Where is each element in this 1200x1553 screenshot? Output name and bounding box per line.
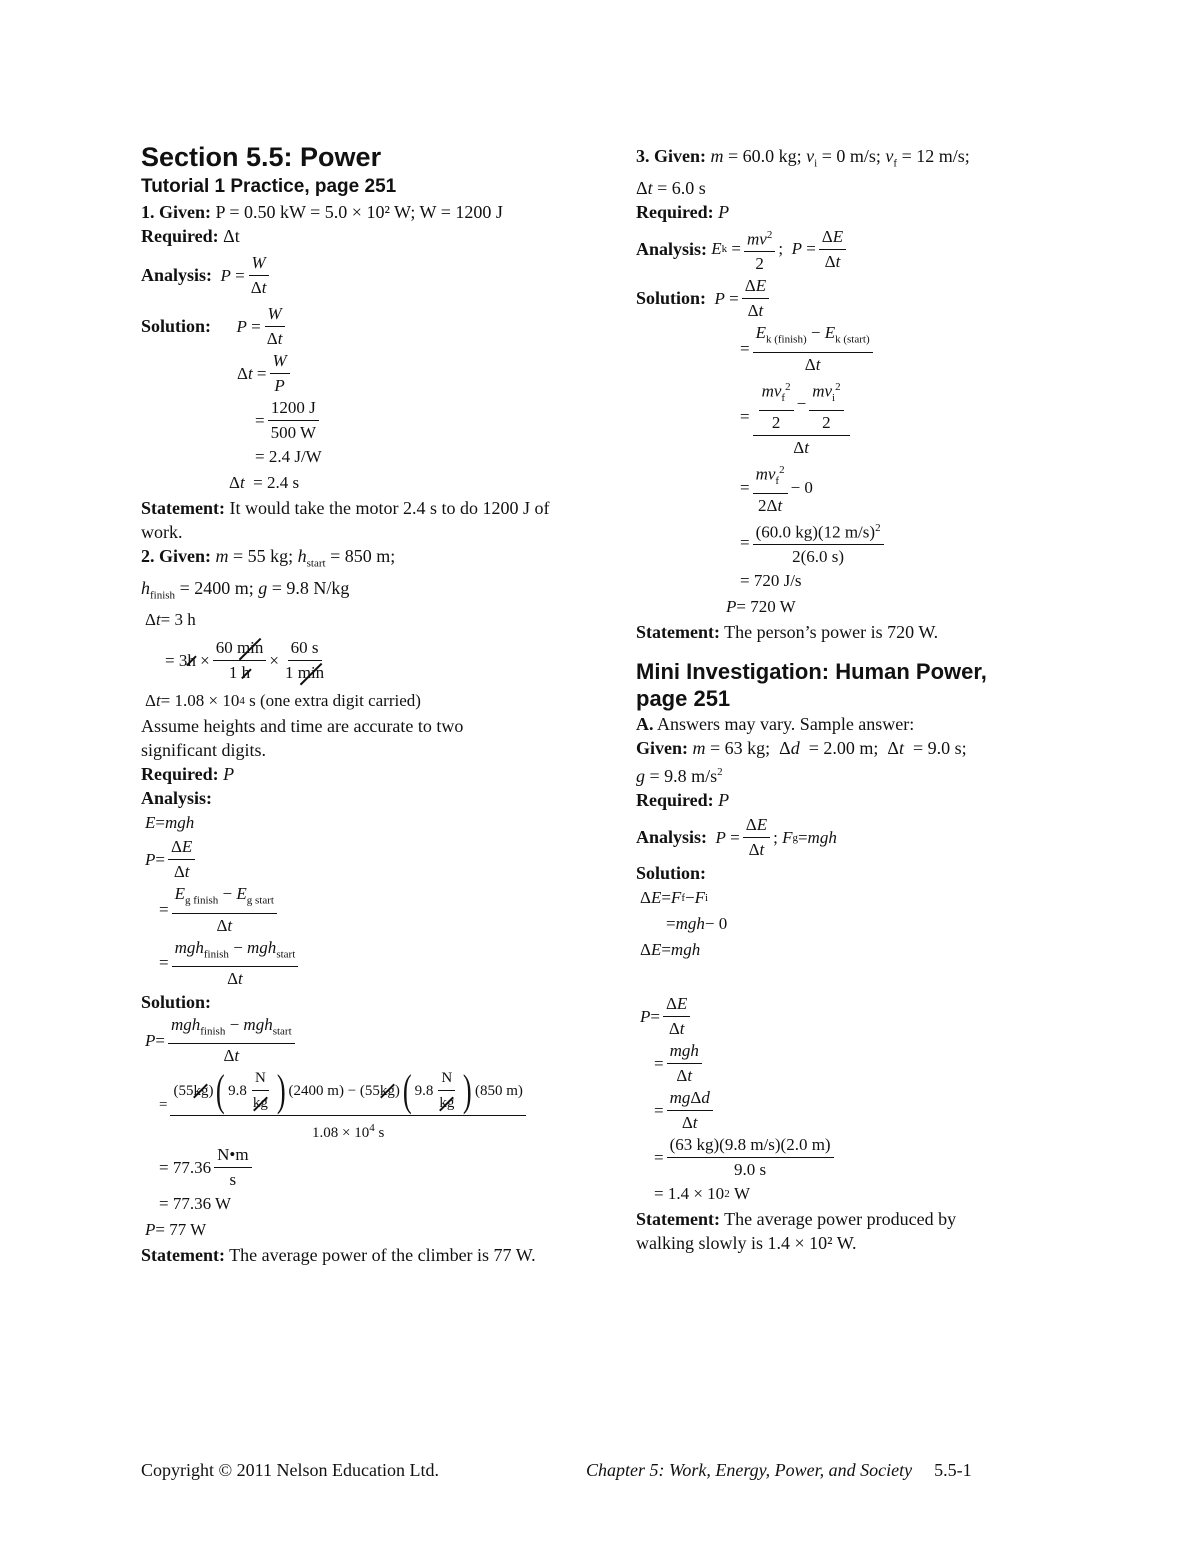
- q2-solution-label: Solution:: [141, 991, 212, 1012]
- q2-solution-row1: P = $\frac{mgh_{finish} - mgh_{start}}{\Delta t}$: [141, 1014, 611, 1067]
- q3-solution-row2: = $\frac{E_{k (finish)} - E_{k (start)}}{\Delta t}$: [636, 322, 1056, 375]
- mini-solution-row6: = $\frac{\text{mgΔd}}{\Delta t}$: [636, 1087, 1056, 1134]
- q1-given: 1. Given: P = 0.50 kW = 5.0 × 10² W; W = 1200 J: [141, 202, 503, 222]
- mini-analysis: Analysis: P = $\frac{\Delta E}{\Delta t}$ ; F g = mgh: [636, 815, 837, 860]
- q3-solution-row3: = $\frac{mv_f^2}{2}$ − $\frac{mv_i^2}{2}$ Δt: [636, 376, 1056, 459]
- q2-assumption: Assume heights and time are accurate to two significant digits.: [141, 716, 464, 761]
- right-column: [636, 144, 1056, 1255]
- q3-analysis: Analysis: E k = $\frac{mv^2}{2}$ ; P = $\frac{\Delta E}{\Delta t}$: [636, 224, 1056, 276]
- mini-solution-row4: P = $\frac{\Delta E}{\Delta t}$: [636, 993, 1056, 1040]
- q2-analysis-row3: = $\frac{E_{g finish} - E_{g start}}{\Delta t}$: [141, 883, 611, 936]
- footer-chapter-title: Chapter 5: Work, Energy, Power, and Society: [586, 1460, 913, 1480]
- mini-statement: Statement: The average power produced by walking slowly is 1.4 × 10² W.: [636, 1209, 957, 1254]
- q2-solution-row5: P = 77 W: [145, 1220, 207, 1240]
- q2-solution-row3: = 77.36 $\frac{N•m}{s}$: [141, 1144, 611, 1191]
- q2-given-line2: $h_{finish} = 2400$ m; g = 9.8 N/kg: [141, 577, 350, 602]
- mini-solution-row3: Δ E = mgh: [640, 940, 701, 960]
- q1-analysis: Analysis: P = $\frac{W}{\Delta t}$: [141, 252, 611, 299]
- mini-given: Given: m = 63 kg; Δd = 2.00 m; Δt = 9.0 s;: [636, 738, 967, 759]
- tutorial-title: Tutorial 1 Practice, page 251: [141, 176, 397, 197]
- q2-dt: Δ t = 3 h: [145, 610, 196, 630]
- q3-given-line2: Δt = 6.0 s: [636, 177, 706, 198]
- section-title: Section 5.5: Power: [141, 142, 382, 172]
- q2-dt-result: Δ t = 1.08 × 10 4 s (one extra digit carried): [145, 691, 421, 711]
- mini-solution-row1: Δ E = F f − F i: [640, 888, 709, 908]
- mini-solution-row2: = mgh − 0: [666, 914, 728, 934]
- q1-solution-row5: Δ t = 2.4 s: [229, 473, 300, 492]
- mini-investigation-title: Mini Investigation: Human Power, page 251: [636, 659, 987, 712]
- q3-solution-row1: Solution: P = $\frac{\Delta E}{\Delta t}$: [636, 275, 1056, 322]
- mini-answer-a: A. Answers may vary. Sample answer:: [636, 714, 915, 735]
- q3-solution-row5: = $\frac{(60.0 kg)(12 m/s)^2}{2(6.0 s)}$: [636, 517, 1056, 569]
- q3-solution-row4: = $\frac{mv_f^2}{2\Delta t}$ − 0: [636, 459, 1056, 517]
- q1-solution-row2: Δ t = $\frac{W}{P}$: [141, 350, 611, 397]
- q2-solution-row2: = (55 kg ) ( 9.8 $\frac{N}{kg}$ ) (2400 m) − (55 kg ) ( 9.8 $\frac{N}{kg}$ ) (850 m) $1.08 \times 10^4$ s: [141, 1067, 611, 1144]
- q2-analysis-row1: E = mgh: [145, 813, 195, 833]
- q2-given: 2. Given: m = 55 kg; $h_{start} = 850$ m;: [141, 546, 396, 570]
- q3-statement: Statement: The person’s power is 720 W.: [636, 622, 939, 643]
- q1-solution-row3: = $\frac{1200 J}{500 W}$: [141, 397, 611, 444]
- mini-solution-row8: = 1.4 × 10 2 W: [654, 1184, 750, 1204]
- q1-solution-row4: = 2.4 J/W: [255, 447, 322, 466]
- q2-conversion: = 3 h × $\frac{60 \min}{1 h}$ × $\frac{60 s}{1 \min}$: [165, 638, 325, 683]
- q2-required: Required: P: [141, 764, 235, 785]
- q2-solution-row4: = 77.36 W: [159, 1194, 232, 1214]
- footer-chapter: [586, 1458, 972, 1482]
- q3-given: 3. Given: m = 60.0 kg; $v_i = 0$ m/s; $v_f = 12$ m/s;: [636, 146, 970, 170]
- footer-copyright: Copyright © 2011 Nelson Education Ltd.: [141, 1460, 439, 1480]
- q1-solution-row1: Solution: P = $\frac{W}{\Delta t}$: [141, 303, 611, 350]
- mini-given-line2: g = 9.8 $m/s^2$: [636, 766, 723, 787]
- mini-solution-row7: = $\frac{(63 kg)(9.8 m/s)(2.0 m)}{9.0 s}$: [636, 1134, 1056, 1181]
- left-column: [141, 140, 611, 1267]
- q3-solution-row6: = 720 J/s: [740, 571, 802, 591]
- q3-required: Required: P: [636, 201, 730, 222]
- mini-required: Required: P: [636, 790, 730, 811]
- q1-statement: Statement: It would take the motor 2.4 s to do 1200 J of work.: [141, 498, 550, 542]
- footer-page-number: 5.5-1: [934, 1460, 972, 1480]
- q1-required: Required: Δt: [141, 226, 240, 246]
- q2-analysis-label: Analysis:: [141, 788, 213, 809]
- q2-statement: Statement: The average power of the climber is 77 W.: [141, 1245, 536, 1266]
- mini-solution-label: Solution:: [636, 863, 707, 884]
- q2-analysis-row4: = $\frac{mgh_{finish} - mgh_{start}}{\Delta t}$: [141, 937, 611, 990]
- q2-analysis-row2: P = $\frac{\Delta E}{\Delta t}$: [141, 836, 611, 883]
- mini-solution-row5: = $\frac{\text{mgh}}{\Delta t}$: [636, 1040, 1056, 1087]
- q3-solution-row7: P = 720 W: [726, 597, 796, 617]
